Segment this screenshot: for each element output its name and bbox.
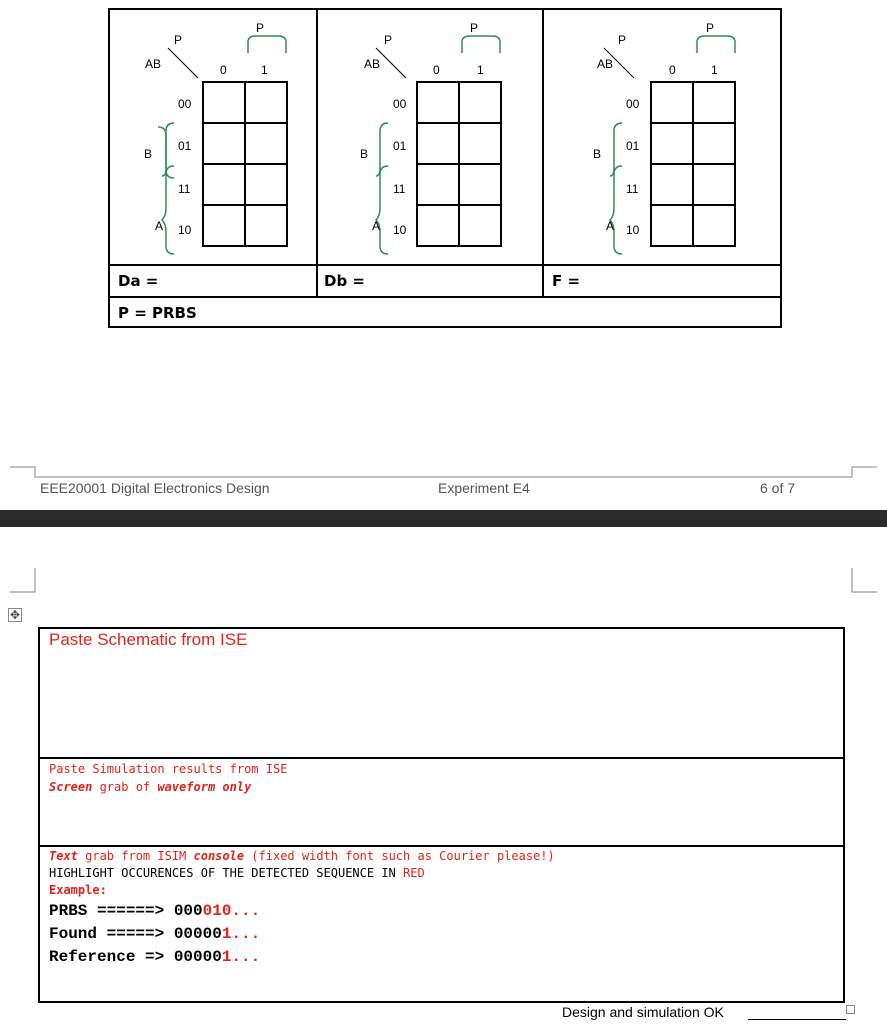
simulation-line-2: Screen grab of waveform only	[49, 780, 252, 794]
ab-label: AB	[364, 57, 381, 71]
kmap-grid	[416, 81, 502, 247]
col-0: 0	[669, 63, 676, 77]
row-label: 00	[178, 97, 192, 111]
prbs-line: PRBS ======> 000010...	[49, 902, 261, 920]
f-equation[interactable]: F =	[552, 272, 581, 290]
row-label: 11	[393, 182, 406, 196]
row-label: 11	[178, 182, 191, 196]
p-prbs-label: P = PRBS	[118, 304, 197, 322]
page-break	[0, 510, 887, 527]
col-1: 1	[477, 63, 484, 77]
row-label: 01	[626, 139, 640, 153]
found-line: Found =====> 000001...	[49, 925, 261, 943]
example-console	[49, 900, 260, 969]
row-label: 01	[393, 139, 407, 153]
highlight-line: HIGHLIGHT OCCURENCES OF THE DETECTED SEQUENCE IN RED	[49, 866, 425, 880]
kmap-grid	[202, 81, 288, 247]
kmap-divider	[110, 296, 780, 298]
row-label: 10	[626, 223, 640, 237]
col-0: 0	[220, 63, 227, 77]
kmap-da	[108, 8, 316, 263]
kmap-grid	[650, 81, 736, 247]
p-top-label: P	[706, 21, 715, 35]
footer-course: EEE20001 Digital Electronics Design	[40, 480, 270, 496]
p-diag-label: P	[618, 33, 627, 47]
kmap-divider	[110, 264, 780, 266]
kmap-db	[316, 8, 542, 263]
resize-handle-icon[interactable]	[846, 1005, 855, 1014]
schematic-placeholder[interactable]: Paste Schematic from ISE	[49, 630, 248, 649]
b-label: B	[360, 147, 369, 161]
example-label: Example:	[49, 883, 107, 897]
p-diag-label: P	[384, 33, 393, 47]
row-label: 01	[178, 139, 192, 153]
a-label: A	[372, 219, 381, 233]
text-grab-line: Text grab from ISIM console (fixed width font such as Courier please!)	[49, 849, 555, 863]
db-equation[interactable]: Db =	[324, 272, 365, 290]
page-corner-marks	[0, 560, 887, 600]
b-label: B	[144, 147, 153, 161]
ab-label: AB	[597, 57, 614, 71]
row-label: 00	[393, 97, 407, 111]
ab-label: AB	[145, 57, 162, 71]
text-grab-instructions[interactable]	[49, 848, 555, 899]
row-label: 10	[393, 223, 407, 237]
da-equation[interactable]: Da =	[118, 272, 159, 290]
signoff-line[interactable]	[748, 1019, 846, 1020]
col-0: 0	[433, 63, 440, 77]
p-diag-label: P	[174, 33, 183, 47]
col-1: 1	[711, 63, 718, 77]
footer-experiment: Experiment E4	[438, 480, 530, 496]
results-divider	[40, 757, 843, 759]
reference-line: Reference => 000001...	[49, 948, 261, 966]
p-top-label: P	[470, 21, 479, 35]
simulation-instructions[interactable]	[49, 760, 287, 796]
results-divider	[40, 845, 843, 847]
b-label: B	[593, 147, 602, 161]
row-label: 10	[178, 223, 192, 237]
table-move-icon[interactable]: ✥	[9, 608, 21, 622]
row-label: 11	[626, 182, 639, 196]
p-top-label: P	[256, 21, 265, 35]
simulation-line-1: Paste Simulation results from ISE	[49, 762, 288, 776]
a-label: A	[606, 219, 615, 233]
signoff-label: Design and simulation OK	[562, 1004, 724, 1020]
col-1: 1	[261, 63, 268, 77]
a-label: A	[155, 219, 164, 233]
footer-page: 6 of 7	[760, 480, 796, 496]
row-label: 00	[626, 97, 640, 111]
kmap-f	[542, 8, 782, 263]
